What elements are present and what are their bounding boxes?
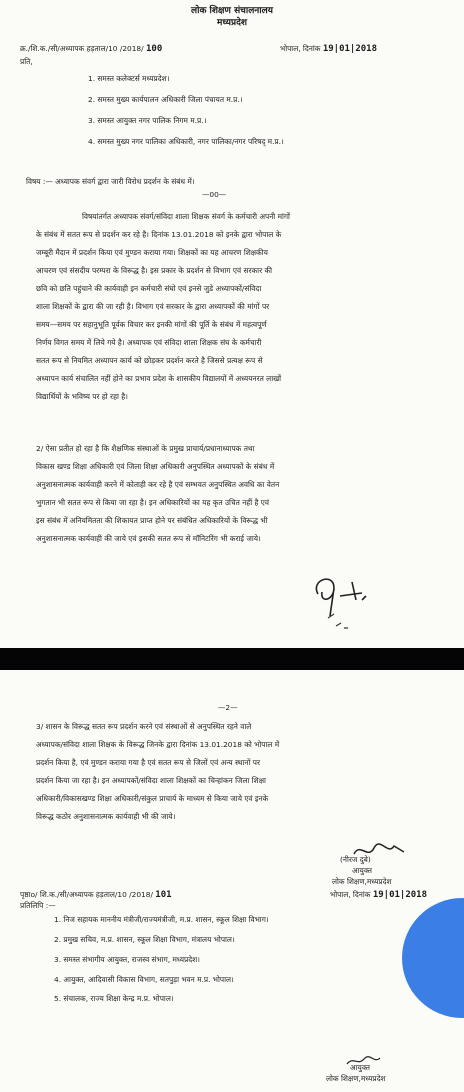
paragraph-line: छवि को छति पहुंचाने की कार्यवाही इन कर्मचारी संघो एवं इनसे जुडे अध्यापकों/संविदा bbox=[36, 284, 262, 293]
paragraph-3 bbox=[36, 718, 444, 826]
office-title: लोक शिक्षण संचालनालय bbox=[191, 6, 273, 16]
signatory-name: (नीरज दुबे) bbox=[340, 855, 371, 864]
paragraph-line: जम्बूरी मैदान में प्रदर्शन किया एवं मुण्डन कराया गया। शिक्षकों का यह आचरण शिक्षकीय bbox=[36, 248, 268, 257]
signatory-title: आयुक्त bbox=[352, 866, 373, 875]
paragraph-line: आचरण एवं संसदीय परम्परा के विरूद्ध है। इस प्रकार के प्रदर्शन से विभाग एवं सरकार की bbox=[36, 266, 273, 275]
prati-label: प्रति, bbox=[20, 57, 33, 66]
paragraph-1 bbox=[36, 208, 444, 406]
reference-number-handwritten: 100 bbox=[145, 44, 163, 54]
date-handwritten: 19|01|2018 bbox=[322, 44, 378, 54]
place-date-label: भोपाल, दिनांक bbox=[280, 44, 321, 53]
paragraph-line: इस संबंध में अनियमितता की शिकायत प्राप्त होने पर संबंधित अधिकारियों के विरूद्ध भी bbox=[36, 516, 268, 525]
paragraph-line: विद्यार्थियों के भविष्य पर हो रहा है। bbox=[36, 392, 128, 401]
paragraph-line: भुगतान भी सतत रूप से किया जा रहा है। इन अधिकारियों का यह कृत उचित नहीं है एवं bbox=[36, 498, 269, 507]
reference-place-date bbox=[280, 44, 377, 54]
copy-item: 5. संचालक, राज्य शिक्षा केन्द्र म.प्र. भोपाल। bbox=[54, 994, 174, 1003]
endorsement-date-handwritten: 19|01|2018 bbox=[372, 890, 428, 900]
copy-item: 1. निज सहायक माननीय मंत्रीजी/राज्यमंत्रीजी, म.प्र. शासन, स्कूल शिक्षा विभाग। bbox=[54, 915, 269, 924]
copy-item: 2. प्रमुख सचिव, म.प्र. शासन, स्कूल शिक्षा विभाग, मंत्रालय भोपाल। bbox=[54, 935, 235, 944]
paragraph-line: अनुशासनात्मक कार्यवाही करने में कोताही कर रहे है एवं सम्भवत अनुपस्थित अवधि का वेतन bbox=[36, 480, 280, 489]
paragraph-line: शाला शिक्षकों के द्वारा की जा रही है। विभाग एवं सरकार के द्वारा अध्यापकों की मांगों पर bbox=[36, 302, 270, 311]
signatory2-org: लोक शिक्षण,मध्यप्रदेश bbox=[326, 1074, 386, 1083]
paragraph-line: प्रदर्शन किया है, एवं मुण्डन कराया गया है एवं सतत रूप से जिलों एवं अन्य स्थानों पर bbox=[36, 758, 260, 767]
page-divider bbox=[0, 648, 464, 670]
paragraph-line: के संबंध में सतत रूप से प्रदर्शन कर रहे है। दिनांक 13.01.2018 को इनके द्वारा भोपाल के bbox=[36, 230, 282, 239]
endorsement-place-date bbox=[330, 890, 427, 900]
letter-page-2 bbox=[0, 670, 464, 1092]
paragraph-line: सतत रूप से नियमित अध्यापन कार्य को छोड़कर प्रदर्शन करते है जिससे प्रत्यक्ष रूप से bbox=[36, 356, 263, 365]
paragraph-line: विषयांतर्गत अध्यापक संवर्ग/संविदा शाला शिक्षक संवर्ग के कर्मचारी अपनी मांगों bbox=[82, 212, 290, 221]
signatory2-title: आयुक्त bbox=[350, 1063, 371, 1072]
page-number: —2— bbox=[218, 703, 238, 712]
signature-scribble-1 bbox=[300, 566, 400, 636]
reference-number-text: क्र./शि.क./सी/अध्यापक हड़ताल/10 /2018/ bbox=[20, 44, 144, 53]
endorsement-number-text: पृष्ठाo/ शि.क./सी/अध्यापक हड़ताल/10 /2018/ bbox=[20, 890, 153, 899]
signatory-org: लोक शिक्षण,मध्यप्रदेश bbox=[332, 877, 392, 886]
paragraph-line: निर्णय विगत समय में लिये गये है। अध्यापक एवं संविदा शाला शिक्षक संघ के कर्मचारी bbox=[36, 338, 262, 347]
copy-item: 3. समस्त संभागीय आयुक्त, राजस्व संभाग, मध्यप्रदेश। bbox=[54, 955, 200, 964]
copy-item: 4. आयुक्त, आदिवासी विकास विभाग, सतपुड़ा भवन म.प्र. भोपाल। bbox=[54, 975, 234, 984]
subject-line: विषय :— अध्यापक संवर्ग द्वारा जारी विरोध प्रदर्शन के संबंध में। bbox=[26, 177, 195, 186]
paragraph-2 bbox=[36, 440, 444, 548]
paragraph-line: अधिकारी/विकासखण्ड शिक्षा अधिकारी/संकुल प्राचार्य के माध्यम से किया जाये एवं इनके bbox=[36, 794, 269, 803]
endorsement-place-date-label: भोपाल, दिनांक bbox=[330, 890, 371, 899]
recipient-item: 3. समस्त आयुक्त नगर पालिक निगम म.प्र.। bbox=[88, 116, 207, 125]
copy-to-label: प्रतिलिपि :— bbox=[20, 901, 56, 910]
recipient-item: 4. समस्त मुख्य नगर पालिका अधिकारी, नगर पालिका/नगर परिषद् म.प्र.। bbox=[88, 137, 284, 146]
endorsement-number-handwritten: 101 bbox=[155, 890, 172, 900]
paragraph-line: विरूद्ध कठोर अनुशासनात्मक कार्यवाही भी की जाये। bbox=[36, 812, 176, 821]
paragraph-line: 2/ ऐसा प्रतीत हो रहा है कि शैक्षणिक संस्थाओं के प्रमुख प्राचार्य/प्रधानाध्यापक तथा bbox=[36, 444, 255, 453]
endorsement-number bbox=[20, 890, 172, 900]
paragraph-line: अनुशासनात्मक कार्यवाही की जाये एवं इसकी सतत रूप से मॉनिटरिंग भी कराई जाये। bbox=[36, 534, 261, 543]
recipient-item: 1. समस्त कलेक्टर्स मध्यप्रदेश। bbox=[88, 74, 170, 83]
paragraph-line: विकास खण्ड शिक्षा अधिकारी एवं जिला शिक्षा अधिकारी अनुपस्थित अध्यापकों के संबंध में bbox=[36, 462, 275, 471]
paragraph-line: अध्यापक/संविदा शाला शिक्षक के विरूद्ध जिनके द्वारा दिनांक 13.01.2018 को भोपाल में bbox=[36, 740, 280, 749]
separator: —00— bbox=[202, 190, 227, 199]
paragraph-line: अध्यापन कार्य संचालित नहीं होने का प्रभाव प्रदेश के शासकीय विद्यालयों में अध्ययनरत लाखों bbox=[36, 374, 282, 383]
state-title: मध्यप्रदेश bbox=[216, 18, 247, 28]
reference-number bbox=[20, 44, 162, 54]
paragraph-line: प्रदर्शन किया जा रहा है। इन अध्यापकों/संविदा शाला शिक्षकों का चिन्हांकन जिला शिक्षा bbox=[36, 776, 266, 785]
recipient-item: 2. समस्त मुख्य कार्यपालन अधिकारी जिला पंचायत म.प्र.। bbox=[88, 95, 243, 104]
paragraph-line: 3/ शासन के विरूद्ध सतत रूप प्रदर्शन करने एवं संस्थाओं से अनुपस्थित रहने वाले bbox=[36, 722, 252, 731]
paragraph-line: समय—समय पर सहानुभूति पूर्वक विचार कर इनकी मांगों की पूर्ति के संबंध में महत्वपूर्ण bbox=[36, 320, 267, 329]
